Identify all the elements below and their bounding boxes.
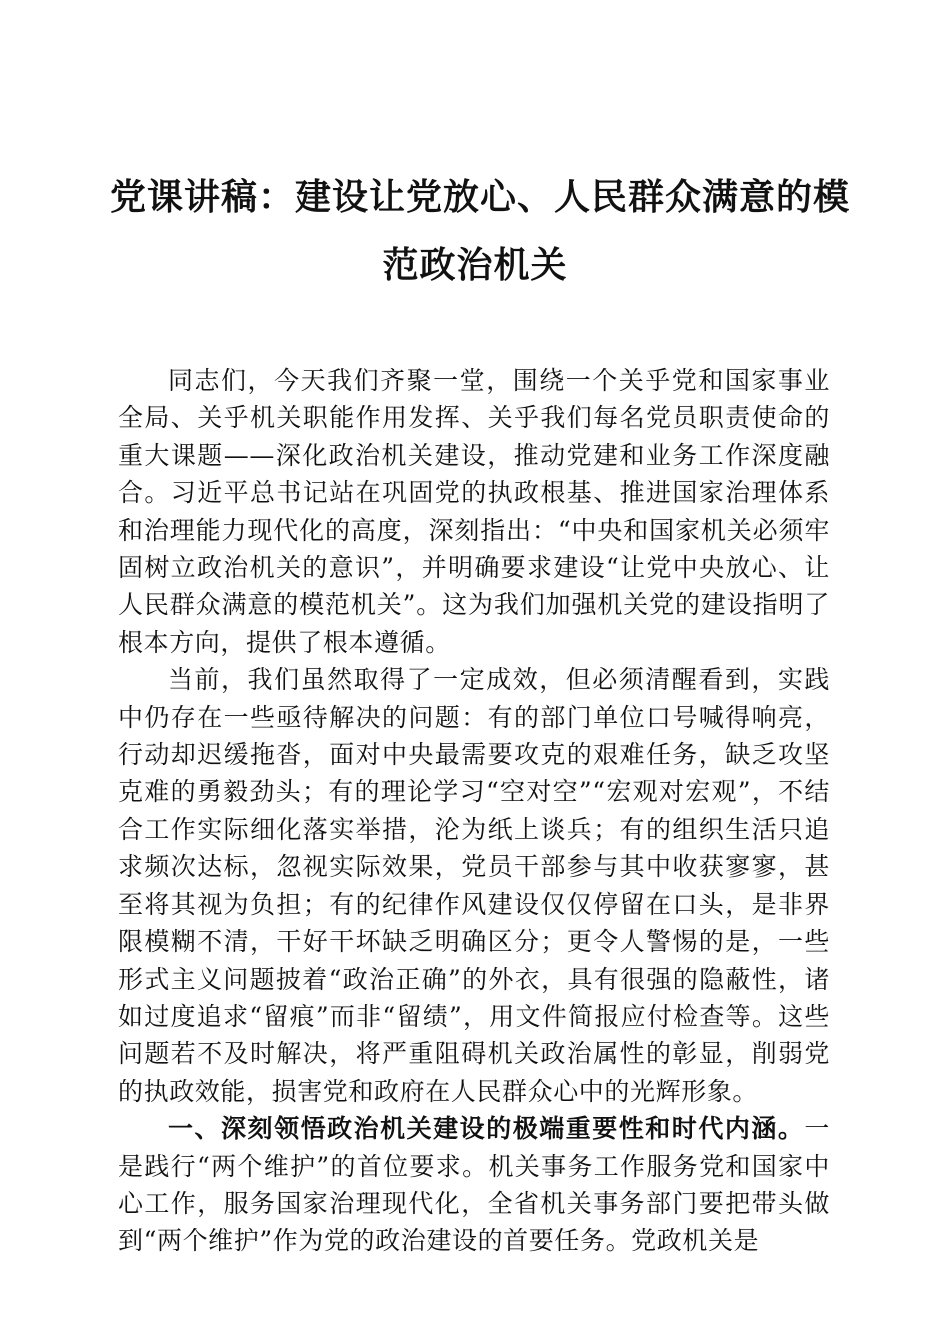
- paragraph-section-1: [118, 1110, 830, 1260]
- document-body: [118, 362, 830, 1260]
- section-1-text: 一是践行“两个维护”的首位要求。机关事务工作服务党和国家中心工作，服务国家治理现代化，全省机关事务部门要把带头做到“两个维护”作为党的政治建设的首要任务。党政机关是: [118, 1114, 830, 1256]
- document-title: [110, 163, 851, 299]
- paragraph-intro: 同志们，今天我们齐聚一堂，围绕一个关乎党和国家事业全局、关乎机关职能作用发挥、关乎我们每名党员职责使命的重大课题——深化政治机关建设，推动党建和业务工作深度融合。习近平总书记站在巩固党的执政根基、推进国家治理体系和治理能力现代化的高度，深刻指出：“中央和国家机关必须牢固树立政治机关的意识”，并明确要求建设“让党中央放心、让人民群众满意的模范机关”。这为我们加强机关党的建设指明了根本方向，提供了根本遵循。: [118, 366, 830, 657]
- title-line-1: 党课讲稿：建设让党放心、人民群众满意的模: [110, 176, 851, 218]
- title-line-2: 范政治机关: [382, 244, 568, 286]
- section-1-heading: 一、深刻领悟政治机关建设的极端重要性和时代内涵。: [168, 1114, 805, 1144]
- paragraph-problems: 当前，我们虽然取得了一定成效，但必须清醒看到，实践中仍存在一些亟待解决的问题：有的部门单位口号喊得响亮，行动却迟缓拖沓，面对中央最需要攻克的艰难任务，缺乏攻坚克难的勇毅劲头；有的理论学习“空对空”“宏观对宏观”，不结合工作实际细化落实举措，沦为纸上谈兵；有的组织生活只追求频次达标，忽视实际效果，党员干部参与其中收获寥寥，甚至将其视为负担；有的纪律作风建设仅仅停留在口头，是非界限模糊不清，干好干坏缺乏明确区分；更令人警惕的是，一些形式主义问题披着“政治正确”的外衣，具有很强的隐蔽性，诸如过度追求“留痕”而非“留绩”，用文件简报应付检查等。这些问题若不及时解决，将严重阻碍机关政治属性的彰显，削弱党的执政效能，损害党和政府在人民群众心中的光辉形象。: [118, 665, 830, 1106]
